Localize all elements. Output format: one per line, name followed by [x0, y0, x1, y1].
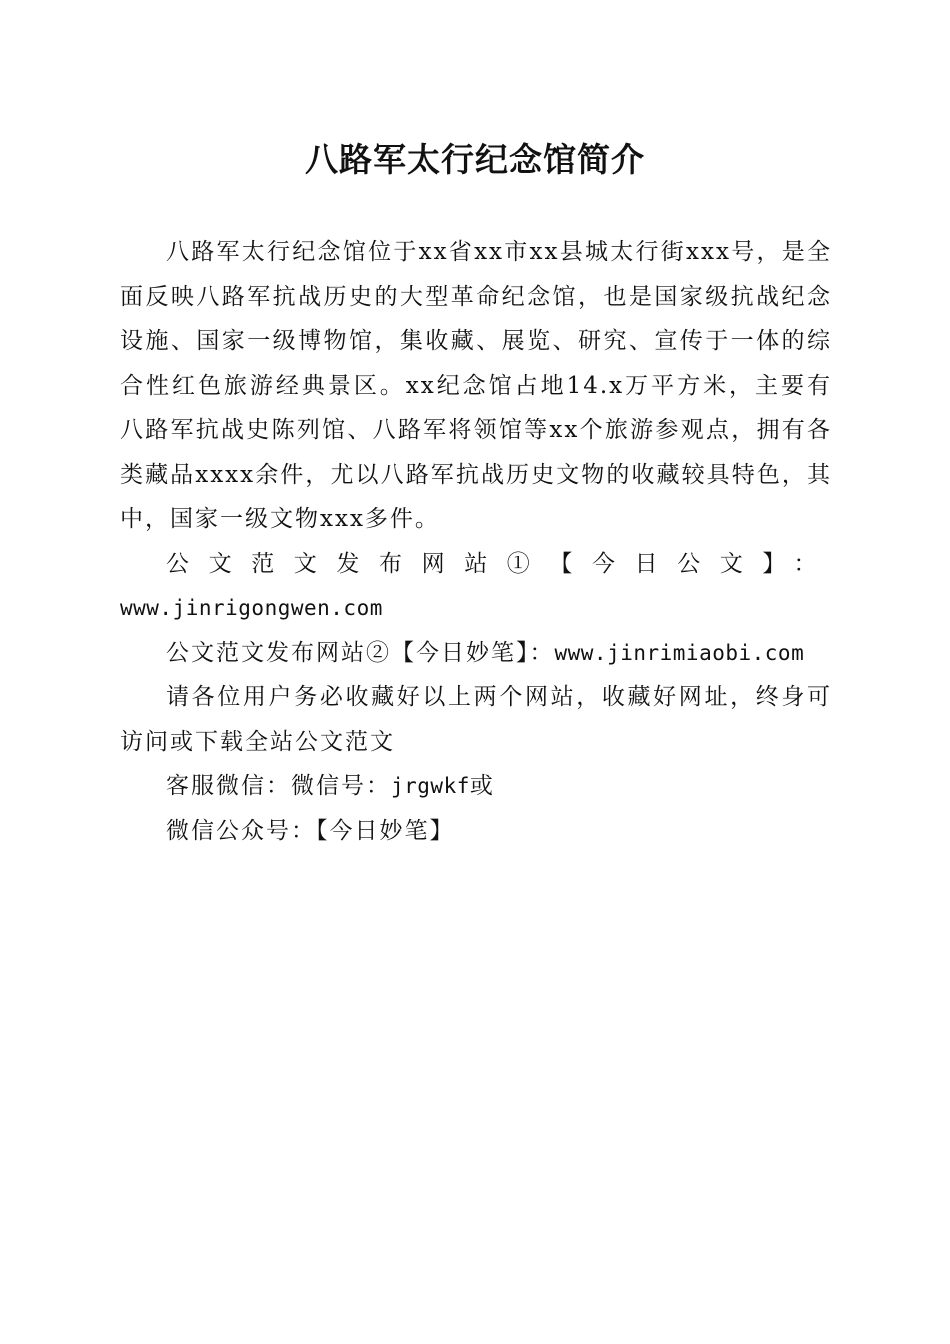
wechat-label: 客服微信：微信号： — [166, 773, 391, 799]
site1-label: 公文范文发布网站①【今日公文】： — [166, 550, 832, 577]
document-body — [120, 230, 832, 853]
intro-paragraph: 八路军太行纪念馆位于xx省xx市xx县城太行街xxx号，是全面反映八路军抗战历史的大型革命纪念馆，也是国家级抗战纪念设施、国家一级博物馆，集收藏、展览、研究、宣传于一体的综合性红色旅游经典景区。xx纪念馆占地14.x万平方米，主要有八路军抗战史陈列馆、八路军将领馆等xx个旅游参观点，拥有各类藏品xxxx余件，尤以八路军抗战历史文物的收藏较具特色，其中，国家一级文物xxx多件。 — [120, 239, 832, 532]
wechat-id: jrgwkf — [391, 774, 470, 798]
document-title: 八路军太行纪念馆简介 — [305, 140, 645, 179]
site1-link[interactable]: www.jinrigongwen.com — [120, 596, 383, 620]
wechat-or: 或 — [469, 773, 495, 799]
wechat-paragraph — [120, 764, 832, 809]
public-account-paragraph: 微信公众号：【今日妙笔】 — [166, 817, 455, 844]
site2-label: 公文范文发布网站②【今日妙笔】： — [166, 639, 555, 666]
site1-paragraph — [120, 542, 832, 631]
site2-paragraph — [120, 631, 832, 676]
reminder-paragraph: 请各位用户务必收藏好以上两个网站，收藏好网址，终身可访问或下载全站公文范文 — [120, 684, 832, 755]
site2-link[interactable]: www.jinrimiaobi.com — [554, 640, 805, 665]
